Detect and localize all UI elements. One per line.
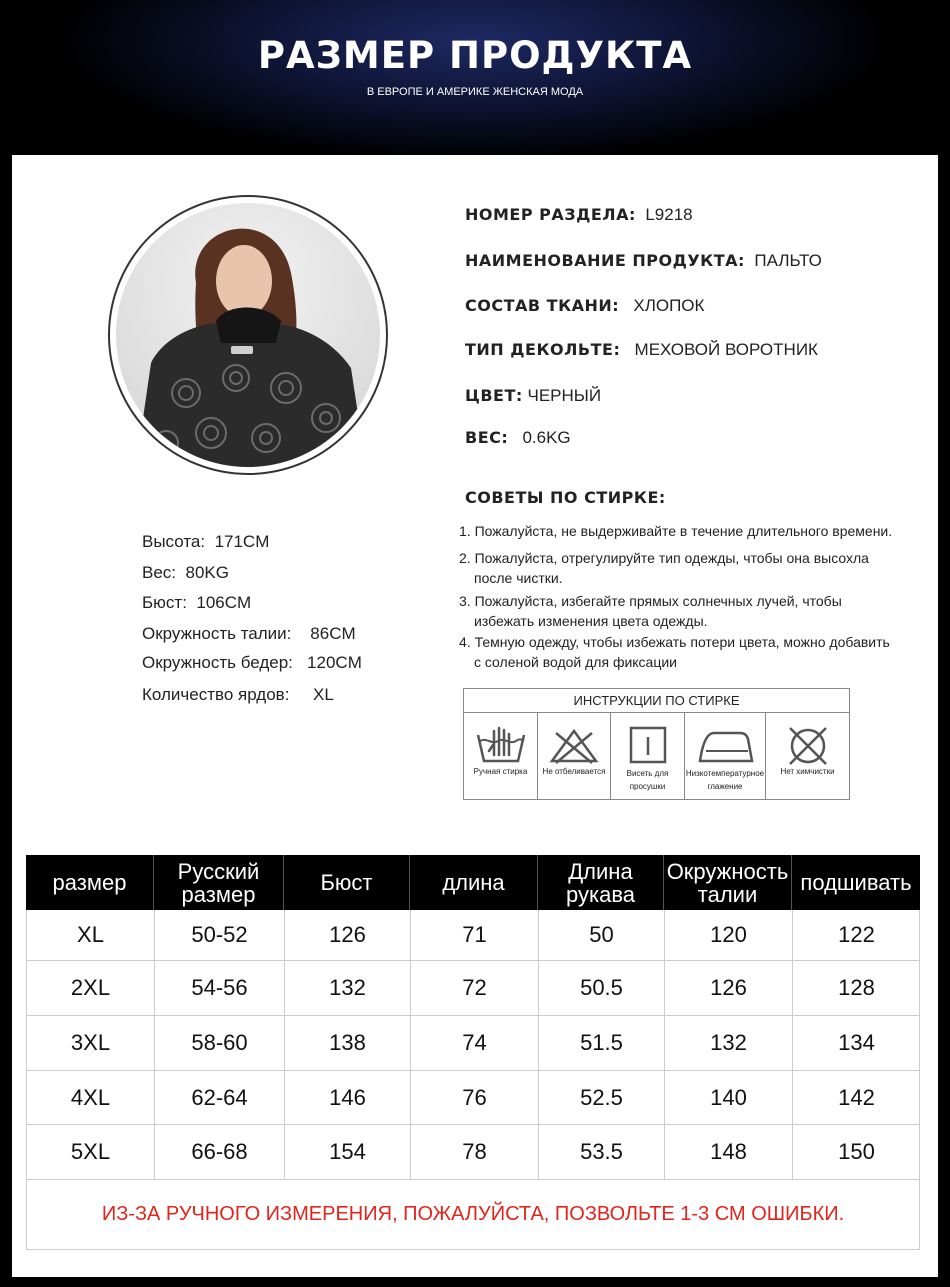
care-title: ИНСТРУКЦИИ ПО СТИРКЕ bbox=[464, 689, 849, 713]
table-cell: 122 bbox=[838, 922, 875, 947]
page-title: РАЗМЕР ПРОДУКТА bbox=[257, 34, 693, 77]
no-dry-clean-icon bbox=[785, 725, 831, 767]
table-cell: 132 bbox=[665, 1016, 793, 1070]
care-item: Низкотемпературное глажение bbox=[685, 713, 766, 799]
header-size: размер bbox=[26, 855, 154, 910]
table-cell: 66-68 bbox=[155, 1125, 285, 1179]
no-bleach-icon bbox=[548, 725, 600, 765]
table-cell: 50-52 bbox=[155, 910, 285, 960]
table-cell: 146 bbox=[285, 1071, 411, 1124]
table-row bbox=[26, 1125, 920, 1180]
table-cell: 142 bbox=[838, 1084, 875, 1110]
care-item: Ручная стирка bbox=[464, 713, 538, 799]
table-cell: 53.5 bbox=[539, 1125, 665, 1179]
table-cell: 128 bbox=[838, 975, 875, 1000]
table-cell: 140 bbox=[665, 1071, 793, 1124]
washing-tips-title: СОВЕТЫ ПО СТИРКЕ: bbox=[465, 488, 666, 507]
header-ru-size: Русский размер bbox=[154, 855, 284, 910]
table-cell: 2XL bbox=[27, 961, 155, 1015]
table-row bbox=[26, 910, 920, 961]
header-bust: Бюст bbox=[284, 855, 410, 910]
table-cell: 126 bbox=[665, 961, 793, 1015]
hand-wash-icon bbox=[474, 725, 528, 765]
table-cell: 138 bbox=[285, 1016, 411, 1070]
care-item: Нет химчистки bbox=[766, 713, 849, 799]
table-cell: 52.5 bbox=[539, 1071, 665, 1124]
table-cell: 51.5 bbox=[539, 1016, 665, 1070]
table-cell: 54-56 bbox=[155, 961, 285, 1015]
model-illustration bbox=[116, 203, 380, 467]
washing-tip: 1. Пожалуйста, не выдерживайте в течение длительного времени. bbox=[459, 523, 893, 539]
table-cell: 4XL bbox=[27, 1071, 155, 1124]
spec-section-number: НОМЕР РАЗДЕЛА: L9218 bbox=[465, 205, 693, 224]
table-cell: 71 bbox=[411, 910, 539, 960]
table-cell: 126 bbox=[285, 910, 411, 960]
spec-color: ЦВЕТ: ЧЕРНЫЙ bbox=[465, 386, 602, 405]
header-sleeve: Длина рукава bbox=[538, 855, 664, 910]
care-instructions bbox=[463, 688, 850, 800]
table-cell: 50.5 bbox=[539, 961, 665, 1015]
model-waist: Окружность талии: 86CM bbox=[142, 624, 356, 643]
spec-fabric: СОСТАВ ТКАНИ: ХЛОПОК bbox=[465, 296, 705, 315]
washing-tip: 4. Темную одежду, чтобы избежать потери цвета, можно добавить с соленой водой для фиксации bbox=[459, 634, 890, 670]
table-cell: 76 bbox=[411, 1071, 539, 1124]
spec-weight: ВЕС: 0.6KG bbox=[465, 428, 571, 447]
table-cell: 134 bbox=[838, 1030, 875, 1055]
model-weight: Вес: 80KG bbox=[142, 563, 229, 582]
spec-product-name: НАИМЕНОВАНИЕ ПРОДУКТА: ПАЛЬТО bbox=[465, 251, 822, 270]
table-cell: 3XL bbox=[27, 1016, 155, 1070]
hang-dry-icon bbox=[628, 725, 668, 767]
model-photo bbox=[108, 195, 388, 475]
model-height: Высота: 171CM bbox=[142, 532, 270, 551]
table-cell: 74 bbox=[411, 1016, 539, 1070]
table-cell: 154 bbox=[285, 1125, 411, 1179]
table-row bbox=[26, 1016, 920, 1071]
table-cell: XL bbox=[27, 910, 155, 960]
table-cell: 62-64 bbox=[155, 1071, 285, 1124]
measurement-error-note: ИЗ-ЗА РУЧНОГО ИЗМЕРЕНИЯ, ПОЖАЛУЙСТА, ПОЗВОЛЬТЕ 1-3 СМ ОШИБКИ. bbox=[26, 1180, 920, 1250]
header-hem: подшивать bbox=[800, 870, 912, 895]
table-cell: 78 bbox=[411, 1125, 539, 1179]
model-bust: Бюст: 106CM bbox=[142, 593, 252, 612]
table-cell: 72 bbox=[411, 961, 539, 1015]
model-size: Количество ярдов: XL bbox=[142, 685, 334, 704]
header-banner bbox=[0, 0, 950, 155]
size-table-header bbox=[26, 855, 920, 910]
table-cell: 148 bbox=[665, 1125, 793, 1179]
washing-tip: 3. Пожалуйста, избегайте прямых солнечных лучей, чтобы избежать изменения цвета одежды. bbox=[459, 593, 842, 629]
table-cell: 132 bbox=[285, 961, 411, 1015]
care-item: Не отбеливается bbox=[538, 713, 611, 799]
washing-tip: 2. Пожалуйста, отрегулируйте тип одежды, чтобы она высохла после чистки. bbox=[459, 550, 869, 586]
table-cell: 150 bbox=[838, 1139, 875, 1164]
page-subtitle: В ЕВРОПЕ И АМЕРИКЕ ЖЕНСКАЯ МОДА bbox=[366, 86, 584, 98]
header-length: длина bbox=[410, 855, 538, 910]
table-cell: 50 bbox=[539, 910, 665, 960]
table-cell: 58-60 bbox=[155, 1016, 285, 1070]
low-iron-icon bbox=[694, 725, 756, 765]
table-cell: 5XL bbox=[27, 1125, 155, 1179]
spec-neckline: ТИП ДЕКОЛЬТЕ: МЕХОВОЙ ВОРОТНИК bbox=[465, 340, 818, 359]
table-row bbox=[26, 1071, 920, 1125]
table-cell: 120 bbox=[665, 910, 793, 960]
table-row bbox=[26, 961, 920, 1016]
care-item: Висеть для просушки bbox=[611, 713, 685, 799]
header-waist: Окружность талии bbox=[664, 855, 792, 910]
model-hips: Окружность бедер: 120CM bbox=[142, 653, 362, 672]
